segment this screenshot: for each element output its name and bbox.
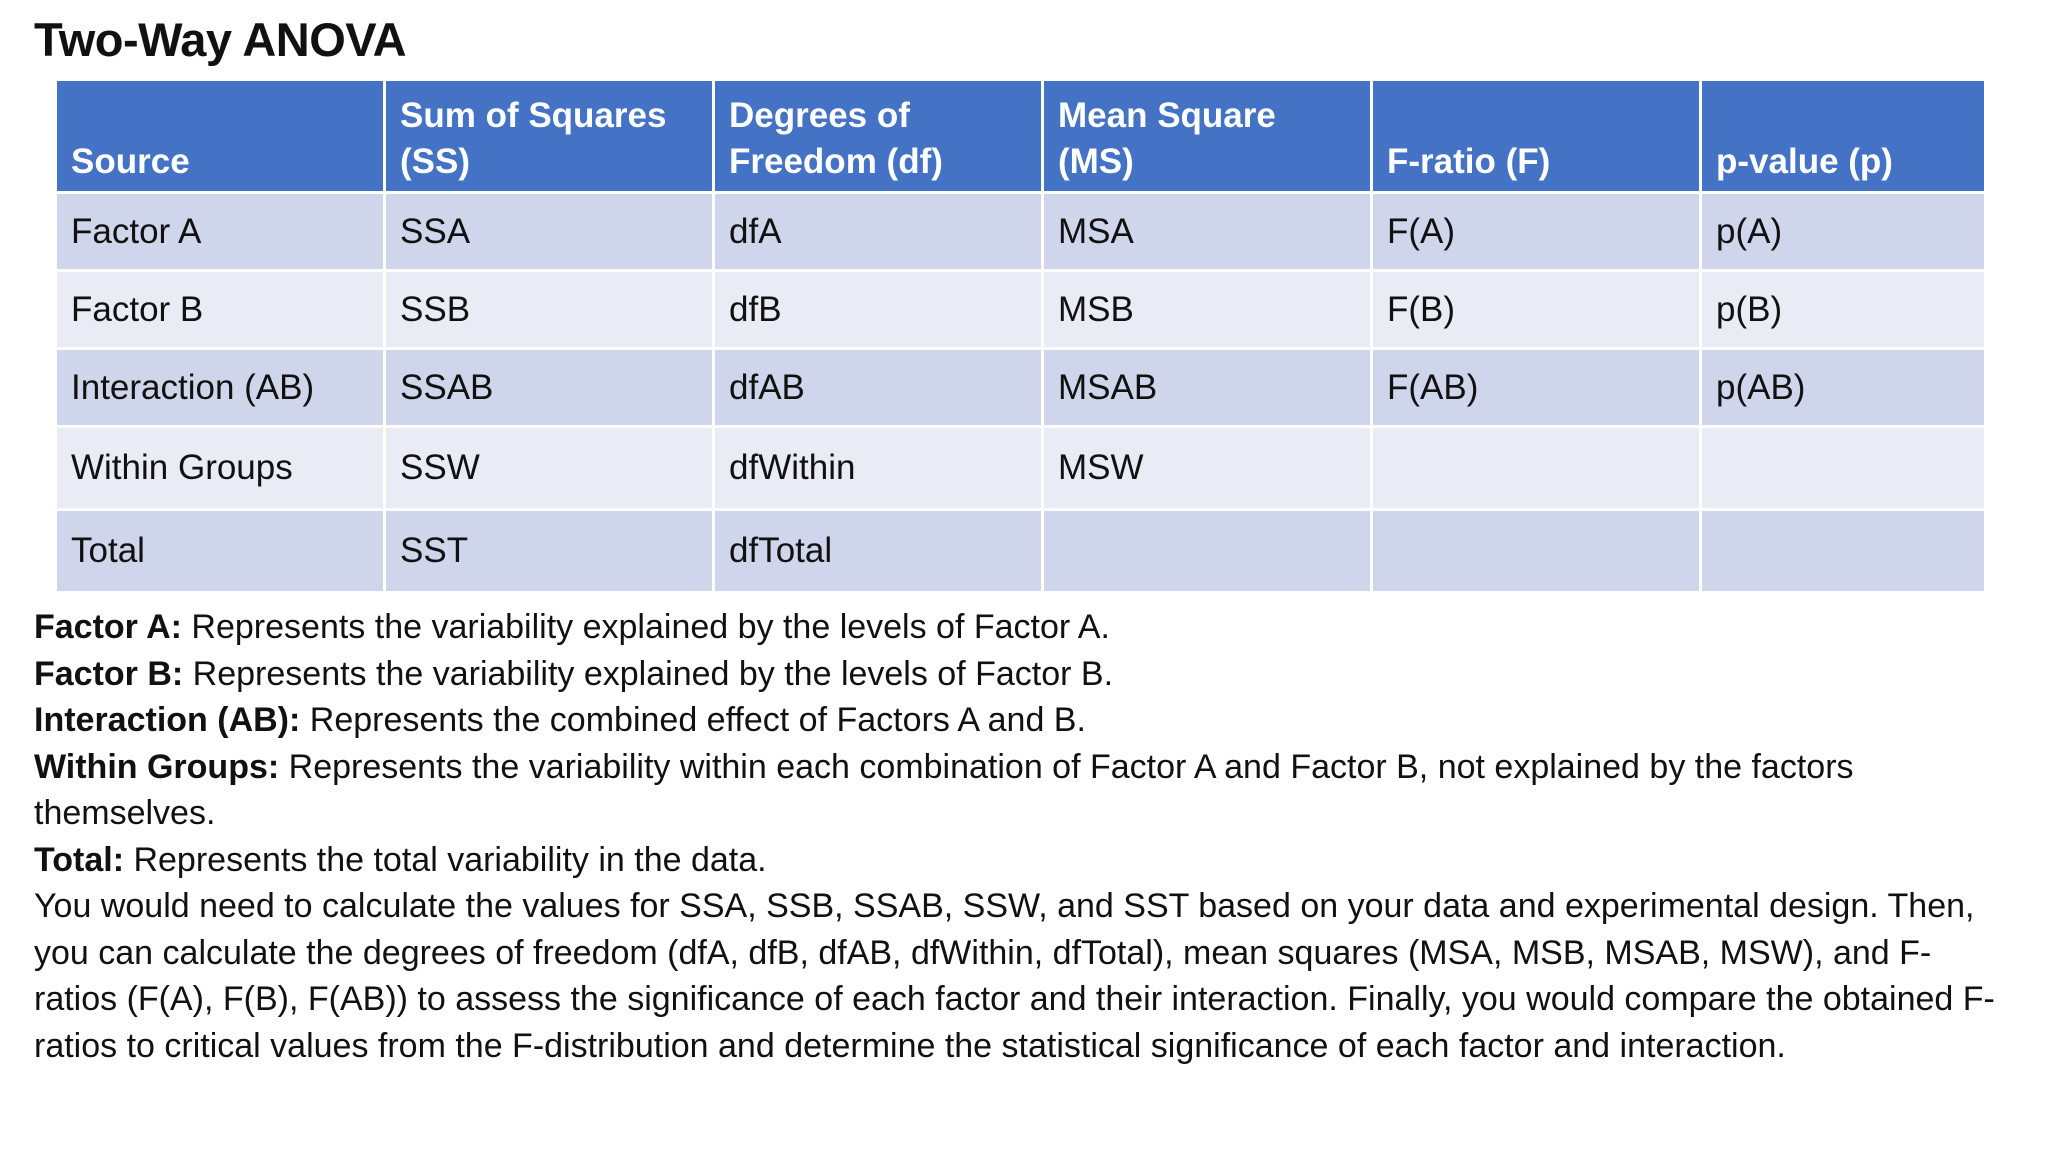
table-cell: MSAB	[1043, 349, 1372, 427]
table-cell: MSB	[1043, 271, 1372, 349]
note-total	[34, 837, 2014, 884]
note-text: Represents the variability explained by the levels of Factor A.	[181, 608, 1110, 646]
table-row	[56, 271, 1986, 349]
table-cell: MSA	[1043, 193, 1372, 271]
header-source: Source	[56, 80, 385, 193]
note-factor-b	[34, 651, 2014, 698]
table-cell: Total	[56, 510, 385, 593]
table-cell: F(A)	[1372, 193, 1701, 271]
note-factor-a	[34, 604, 2014, 651]
header-sum-of-squares: Sum of Squares (SS)	[385, 80, 714, 193]
table-cell: SSA	[385, 193, 714, 271]
table-cell	[1701, 510, 1986, 593]
note-term: Factor A:	[34, 608, 182, 646]
table-cell: SSW	[385, 427, 714, 510]
table-cell: dfA	[714, 193, 1043, 271]
note-text: Represents the variability within each combination of Factor A and Factor B, not explained by the factors themselves.	[34, 747, 1854, 832]
table-row	[56, 193, 1986, 271]
note-term: Interaction (AB):	[34, 701, 301, 739]
table-header-row	[56, 80, 1986, 193]
table-row	[56, 427, 1986, 510]
note-text: Represents the variability explained by the levels of Factor B.	[183, 654, 1114, 693]
summary-paragraph: You would need to calculate the values for SSA, SSB, SSAB, SSW, and SST based on your data and experimental design. Then, you can calculate the degrees of freedom (dfA, dfB, dfAB, dfWithin, dfTotal), mean squares (MSA, MSB, MSAB, MSW), and F-ratios (F(A), F(B), F(AB)) to assess the significance of each factor and their interaction. Finally, you would compare the obtained F-ratios to critical values from the F-distribution and determine the statistical significance of each factor and interaction.	[34, 887, 1995, 1065]
anova-table	[54, 78, 1987, 594]
table-cell: p(A)	[1701, 193, 1986, 271]
note-text: Represents the total variability in the data.	[124, 840, 767, 879]
note-interaction	[34, 697, 2014, 744]
table-row	[56, 349, 1986, 427]
table-cell: dfTotal	[714, 510, 1043, 593]
table-cell	[1701, 427, 1986, 510]
table-cell: Within Groups	[56, 427, 385, 510]
header-mean-square: Mean Square (MS)	[1043, 80, 1372, 193]
header-degrees-of-freedom: Degrees of Freedom (df)	[714, 80, 1043, 193]
table-cell: MSW	[1043, 427, 1372, 510]
table-cell	[1372, 510, 1701, 593]
table-cell	[1372, 427, 1701, 510]
table-cell: Factor A	[56, 193, 385, 271]
page-title: Two-Way ANOVA	[34, 13, 407, 66]
table-cell: dfAB	[714, 349, 1043, 427]
header-p-value: p-value (p)	[1701, 80, 1986, 193]
table-cell: SST	[385, 510, 714, 593]
table-cell: F(B)	[1372, 271, 1701, 349]
table-cell: SSB	[385, 271, 714, 349]
table-cell: Interaction (AB)	[56, 349, 385, 427]
table-cell: dfB	[714, 271, 1043, 349]
table-cell	[1043, 510, 1372, 593]
note-text: Represents the combined effect of Factors A and B.	[300, 701, 1086, 739]
note-term: Total:	[34, 840, 125, 879]
note-term: Within Groups:	[34, 747, 280, 786]
table-cell: SSAB	[385, 349, 714, 427]
table-row	[56, 510, 1986, 593]
table-cell: p(AB)	[1701, 349, 1986, 427]
table-cell: p(B)	[1701, 271, 1986, 349]
note-within-groups	[34, 744, 2014, 837]
note-term: Factor B:	[34, 654, 184, 693]
table-cell: F(AB)	[1372, 349, 1701, 427]
table-cell: Factor B	[56, 271, 385, 349]
table-cell: dfWithin	[714, 427, 1043, 510]
header-f-ratio: F-ratio (F)	[1372, 80, 1701, 193]
explanation-notes	[34, 604, 2014, 1069]
